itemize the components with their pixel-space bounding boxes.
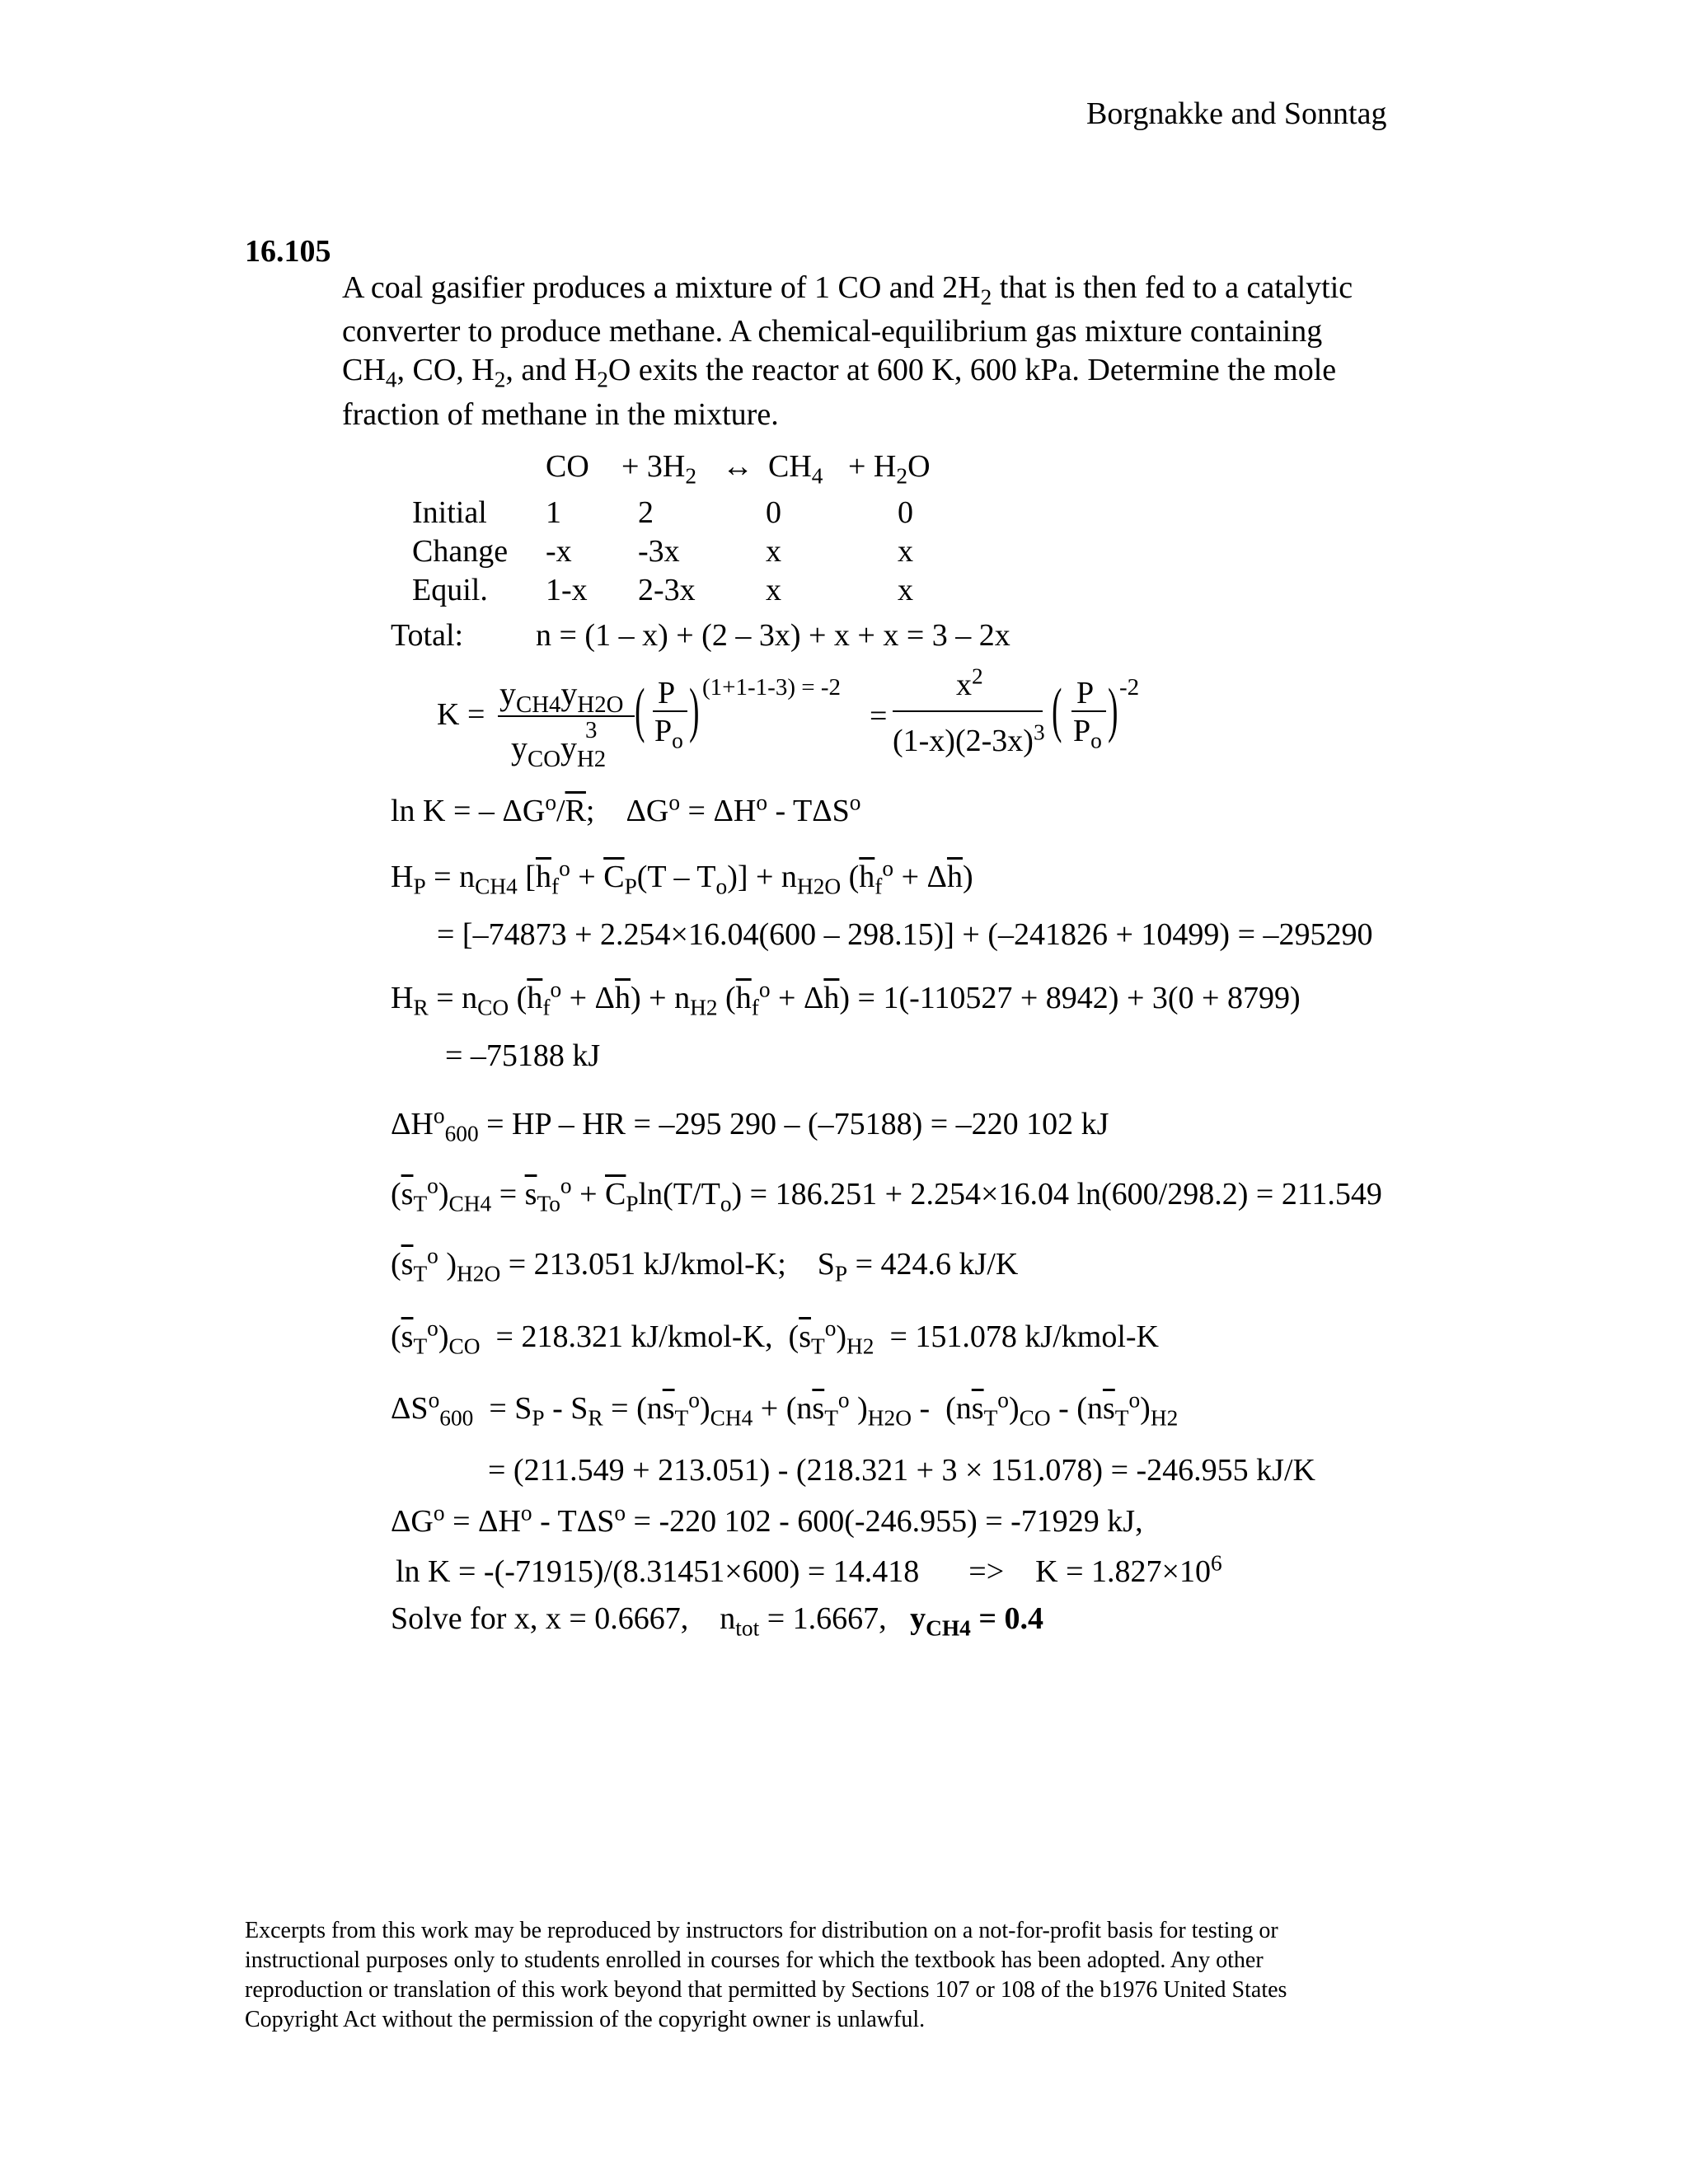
lnk-definition: ln K = – $\Delta G^o/\overline{R}$; $\Delta G^o = \Delta H^o - T\Delta S^o$ [391, 790, 861, 828]
rhs-exponent: -2 [1119, 674, 1140, 701]
total-label: Total: [391, 618, 464, 653]
delta-h-600: $\Delta H^o_{600}$ = HP – HR = –295 290 – (–75188) = –220 102 kJ [391, 1103, 1109, 1146]
rhs-numerator: $x^2$ [956, 663, 983, 702]
final-answer: $y_{CH4} = 0.4$ [910, 1601, 1044, 1641]
footer-line: reproduction or translation of this work beyond that permitted by Sections 107 or 108 of the b1976 United States [245, 1977, 1287, 2003]
author-text: Borgnakke and Sonntag [1086, 96, 1387, 131]
problem-number: 16.105 [245, 234, 331, 269]
reaction-table [412, 494, 913, 611]
reaction-equation: CO + $3H_2$ ↔ $CH_4 + H_2O$ [546, 449, 931, 489]
statement-line-4: fraction of methane in the mixture. [342, 397, 779, 432]
solution-line: Solve for x, x = 0.6667, $n_{tot} = 1.6667$, $y_{CH4} = 0.4$ [391, 1601, 1044, 1641]
hr-expression: $H_R = n_{CO}$ $(\overline{h}_f^o + \Delta\overline{h}) + n_{H2}$ $(\overline{h}_f^o + \Delta\overline{h}) = 1(-110527 + 8942) + 3(0 + 8799)$ [391, 977, 1301, 1020]
table-row: Initial 1 2 0 0 [412, 495, 913, 530]
pressure-exponent: (1+1-1-3) = -2 [702, 674, 841, 701]
entropy-co-h2: $(\overline{s}_T^o)_{CO} = 218.321$ kJ/kmol-K, $(\overline{s}_T^o)_{H2} = 151.078$ kJ/kmol-K [391, 1315, 1159, 1359]
delta-g: $\Delta G^o = \Delta H^o - T\Delta S^o = -220$ 102 - 600(-246.955) = -71929 kJ, [391, 1500, 1143, 1539]
hp-value: = [–74873 + 2.254×16.04(600 – 298.15)] + (–241826 + 10499) = –295290 [437, 917, 1373, 952]
entropy-ch4: $(\overline{s}_T^o)_{CH4} = \overline{s}_{To}^o + \overline{C}_P\ln(T/T_o) = 186.251 + 2.254\times 16.04$ ln(600/298.2) = 211.549 [391, 1173, 1382, 1216]
lnk-value: ln K = -(-71915)/(8.31451×600) = 14.418 => $K = 1.827\times 10^6$ [396, 1550, 1222, 1589]
k-denominator: $y_{CO}y_{H2}$ [511, 729, 607, 772]
entropy-h2o: ($\overline{s}_T^o$ )$_{H2O} = 213.051$ kJ/kmol-K; $S_P = 424.6$ kJ/K [391, 1243, 1019, 1286]
rhs-denominator: $(1-x)(2-3x)^3$ [893, 719, 1045, 758]
table-row: Equil. 1-x 2-3x x x [412, 573, 913, 607]
copyright-footer [245, 1916, 1287, 2035]
total-expression: n = (1 – x) + (2 – 3x) + x + x = 3 – 2x [536, 618, 1010, 653]
footer-line: Copyright Act without the permission of the copyright owner is unlawful. [245, 2007, 926, 2032]
footer-line: instructional purposes only to students enrolled in courses for which the textbook has been adopted. Any other [245, 1947, 1264, 1973]
statement-line-2: converter to produce methane. A chemical-equilibrium gas mixture containing [342, 314, 1323, 349]
hr-total: = –75188 kJ [445, 1038, 601, 1073]
hp-expression: $H_P = n_{CH4}$ $[\overline{h}_f^o + \overline{C}_P(T - T_o)] + n_{H2O}$ $(\overline{h}_f^o + \Delta\overline{h})$ [391, 855, 973, 899]
running-header [1086, 98, 1386, 129]
delta-s-value: = (211.549 + 213.051) - (218.321 + 3 × 151.078) = -246.955 kJ/K [488, 1453, 1315, 1488]
delta-s-600: $\Delta S^o_{600} = S_P - S_R = (n\overline{s}_T^o)_{CH4} + (n\overline{s}_T^o$ )$_{H2O} - (n\overline{s}_T^o)_{CO} - (n\overline{s}_T^o)_{H2}$ [391, 1387, 1179, 1431]
k-numerator: $y_{CH4}y_{H2O}$ [499, 675, 624, 718]
k-fraction-bar [498, 715, 635, 717]
footer-line: Excerpts from this work may be reproduced by instructors for distribution on a not-for-profit basis for testing or [245, 1918, 1278, 1943]
statement-line-3: $CH_4$, CO, $H_2$, and $H_2O$ exits the reactor at 600 K, 600 kPa. Determine the mole [342, 353, 1337, 392]
table-row: Change -x -3x x x [412, 534, 913, 569]
statement-line-1: A coal gasifier produces a mixture of 1 CO and $2H_2$ that is then fed to a catalytic [342, 270, 1353, 310]
equilibrium-arrow: ↔ [722, 449, 753, 484]
